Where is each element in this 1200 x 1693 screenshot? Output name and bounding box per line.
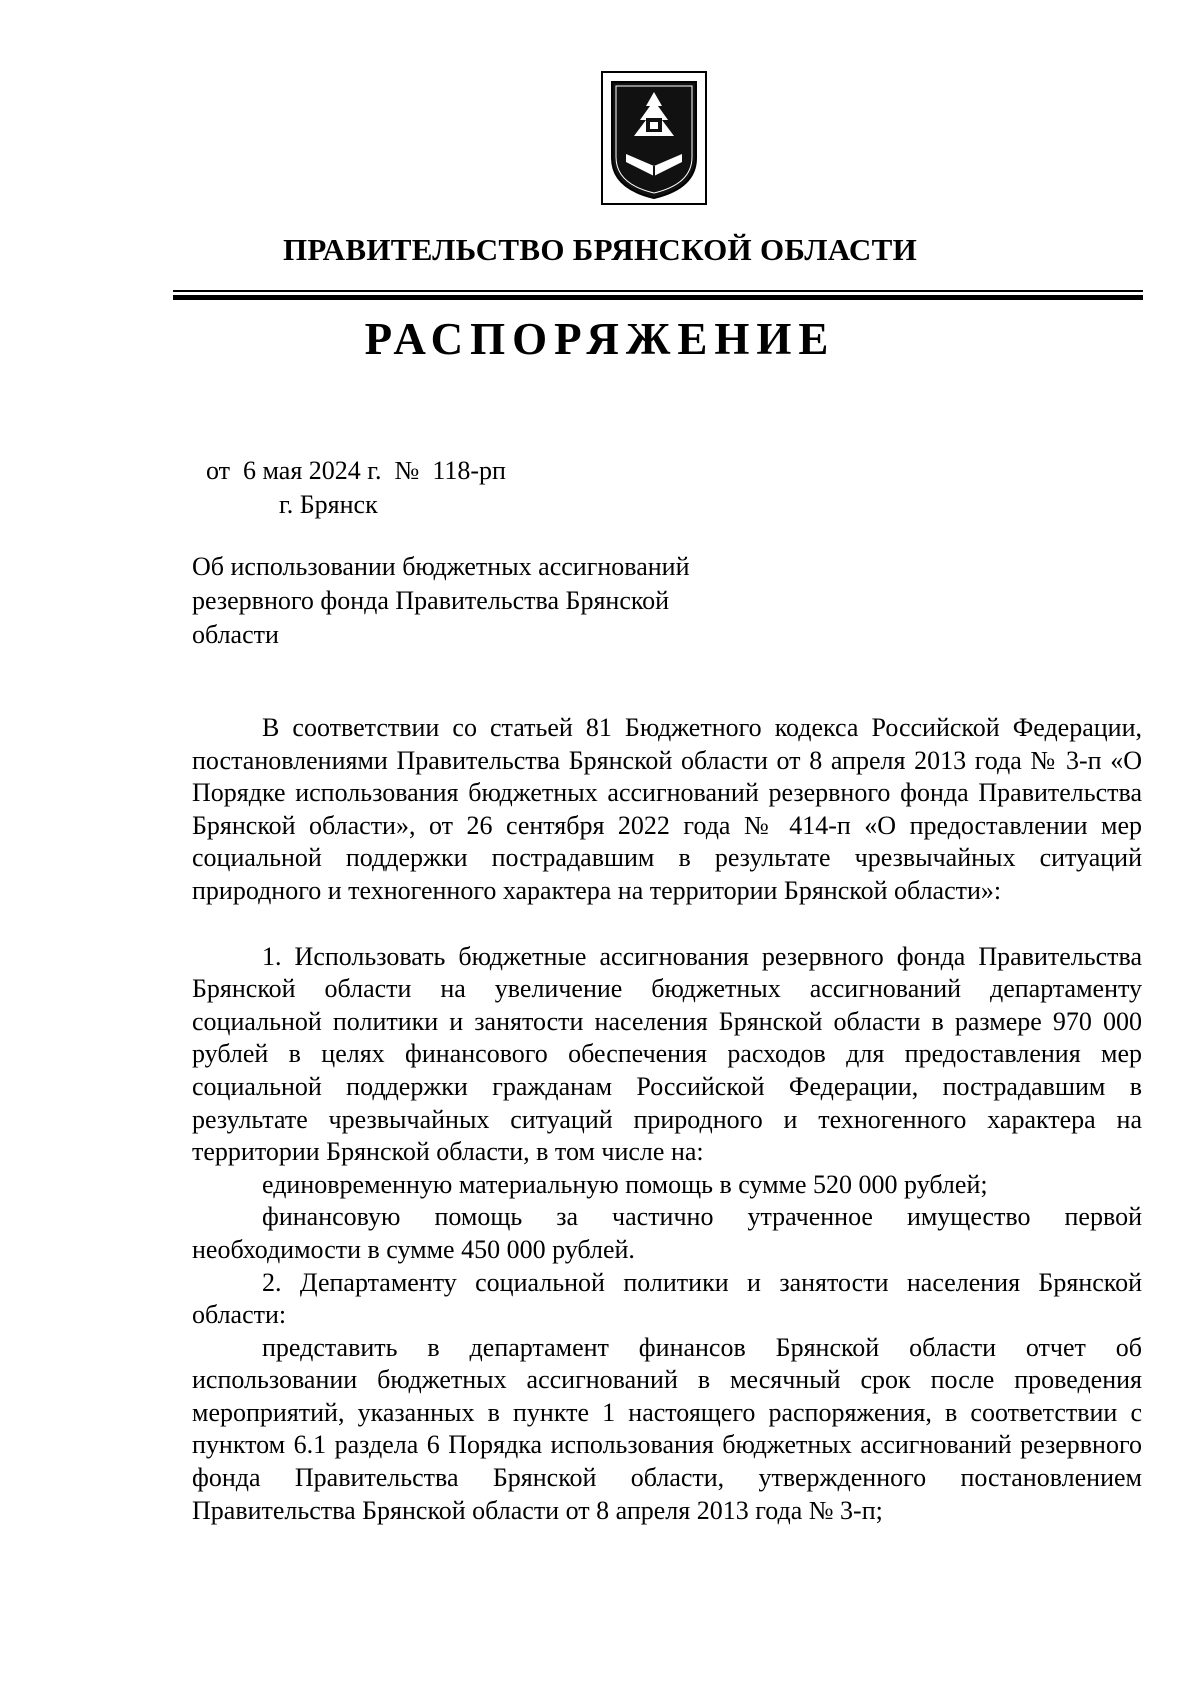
clause-1-item-property: финансовую помощь за частично утраченное имущество первой необходимости в сумме 450 000 рублей. <box>192 1202 1142 1264</box>
document-date-number: от 6 мая 2024 г. № 118-рп <box>206 456 506 485</box>
document-subject <box>192 550 752 652</box>
header-divider-thick <box>173 295 1143 300</box>
document-body <box>192 712 1142 1527</box>
header-divider-thin <box>173 290 1143 292</box>
clause-1-item-lump-sum: единовременную материальную помощь в сумме 520 000 рублей; <box>262 1169 988 1199</box>
clause-2-item-report: представить в департамент финансов Брянской области отчет об использовании бюджетных ассигнований в месячный срок после проведения мероприятий, указанных в пункте 1 настоящего распоряжения, в соответствии с пунктом 6.1 раздела 6 Порядка использования бюджетных ассигнований резервного фонда Правительства Брянской области, утвержденного постановлением Правительства Брянской области от 8 апреля 2013 года № 3-п; <box>192 1332 1142 1525</box>
subject-line: Об использовании бюджетных ассигнований <box>192 552 690 581</box>
paragraph-gap <box>192 908 1142 941</box>
organization-title: ПРАВИТЕЛЬСТВО БРЯНСКОЙ ОБЛАСТИ <box>282 232 918 267</box>
clause-2-paragraph: 2. Департаменту социальной политики и занятости населения Брянской области: <box>192 1267 1142 1330</box>
subject-line: области <box>192 620 279 649</box>
clause-1-paragraph: 1. Использовать бюджетные ассигнования резервного фонда Правительства Брянской области на увеличение бюджетных ассигнований департаменту социальной политики и занятости населения Брянской области в размере 970 000 рублей в целях финансового обеспечения расходов для предоставления мер социальной поддержки гражданам Российской Федерации, пострадавшим в результате чрезвычайных ситуаций природного и техногенного характера на территории Брянской области, в том числе на: <box>192 941 1142 1167</box>
coat-of-arms-emblem <box>600 70 708 206</box>
preamble-paragraph: В соответствии со статьей 81 Бюджетного кодекса Российской Федерации, постановлениями Правительства Брянской области от 8 апреля 2013 года № 3-п «О Порядке использования бюджетных ассигнований резервного фонда Правительства Брянской области», от 26 сентября 2022 года № 414-п «О предоставлении мер социальной поддержки пострадавшим в результате чрезвычайных ситуаций природного и техногенного характера на территории Брянской области»: <box>192 713 1142 905</box>
document-city: г. Брянск <box>279 490 378 519</box>
subject-line: резервного фонда Правительства Брянской <box>192 586 670 615</box>
document-type-title: РАСПОРЯЖЕНИЕ <box>364 314 836 364</box>
